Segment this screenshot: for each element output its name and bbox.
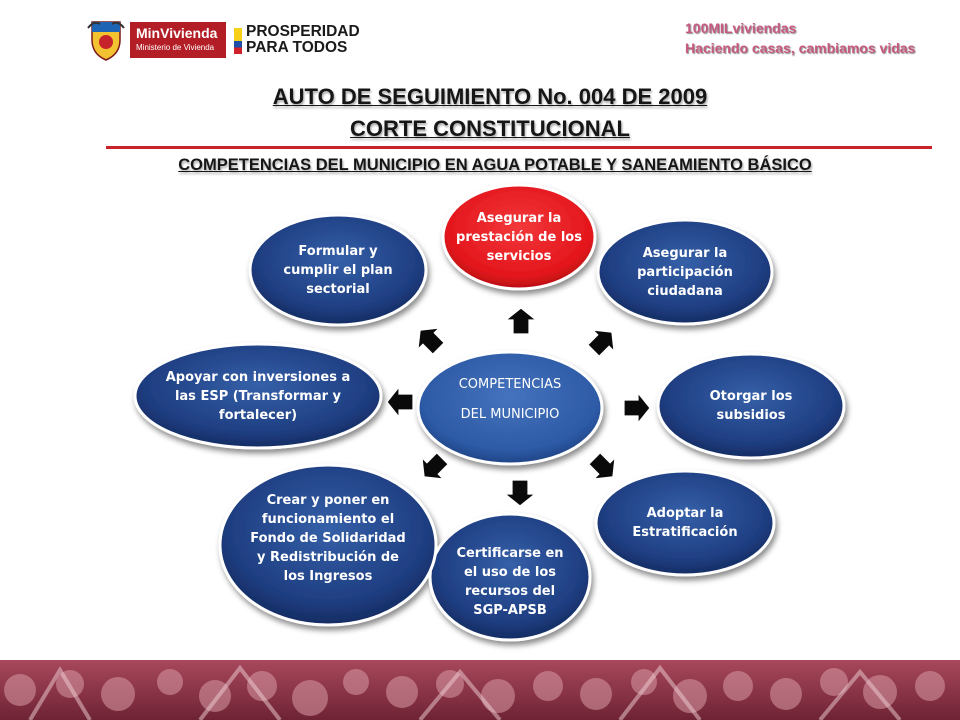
slogan-line2: Haciendo casas, cambiamos vidas — [685, 40, 916, 56]
node-label-subsidios: Otorgar los subsidios — [709, 389, 793, 423]
center-label — [418, 370, 602, 430]
minvivienda-subtitle: Ministerio de Vivienda — [136, 43, 215, 52]
node-label-certificarse: Certificarse en el uso de los recursos del SGP-APSB — [456, 546, 564, 618]
center-label-line2: DEL MUNICIPIO — [460, 407, 560, 422]
arrow-left-icon — [387, 387, 413, 417]
minvivienda-title: MinVivienda — [136, 25, 218, 41]
arrow-right-icon — [624, 393, 650, 423]
node-label-estratificacion: Adoptar la Estratificación — [632, 506, 738, 540]
node-label-participacion: Asegurar la participación ciudadana — [637, 245, 733, 299]
node-label-prestacion: Asegurar la prestación de los servicios — [456, 210, 582, 264]
page-subtitle: COMPETENCIAS DEL MUNICIPIO EN AGUA POTABLE Y SANEAMIENTO BÁSICO — [178, 156, 812, 174]
crowd-photo-banner — [0, 660, 960, 720]
page-title-secondary: CORTE CONSTITUCIONAL — [350, 116, 630, 141]
arrow-down-left-icon — [413, 448, 453, 488]
arrow-up-left-icon — [409, 319, 449, 359]
arrow-up-icon — [506, 308, 536, 334]
node-label-apoyar: Apoyar con inversiones a las ESP (Transformar y fortalecer) — [165, 369, 351, 423]
slogan-line1: 100MILviviendas — [685, 20, 797, 36]
arrow-up-right-icon — [583, 321, 623, 361]
node-label-fondo: Crear y poner en funcionamiento el Fondo de Solidaridad y Redistribución de los Ingresos — [250, 492, 406, 584]
prosperidad-line1: PROSPERIDAD — [246, 23, 360, 40]
node-label-formular: Formular y cumplir el plan sectorial — [283, 243, 393, 297]
arrow-down-icon — [505, 480, 535, 506]
arrow-down-right-icon — [584, 448, 624, 488]
center-label-line1: COMPETENCIAS — [458, 377, 562, 392]
prosperidad-line2: PARA TODOS — [246, 39, 348, 56]
page-title: AUTO DE SEGUIMIENTO No. 004 DE 2009 — [272, 84, 708, 109]
